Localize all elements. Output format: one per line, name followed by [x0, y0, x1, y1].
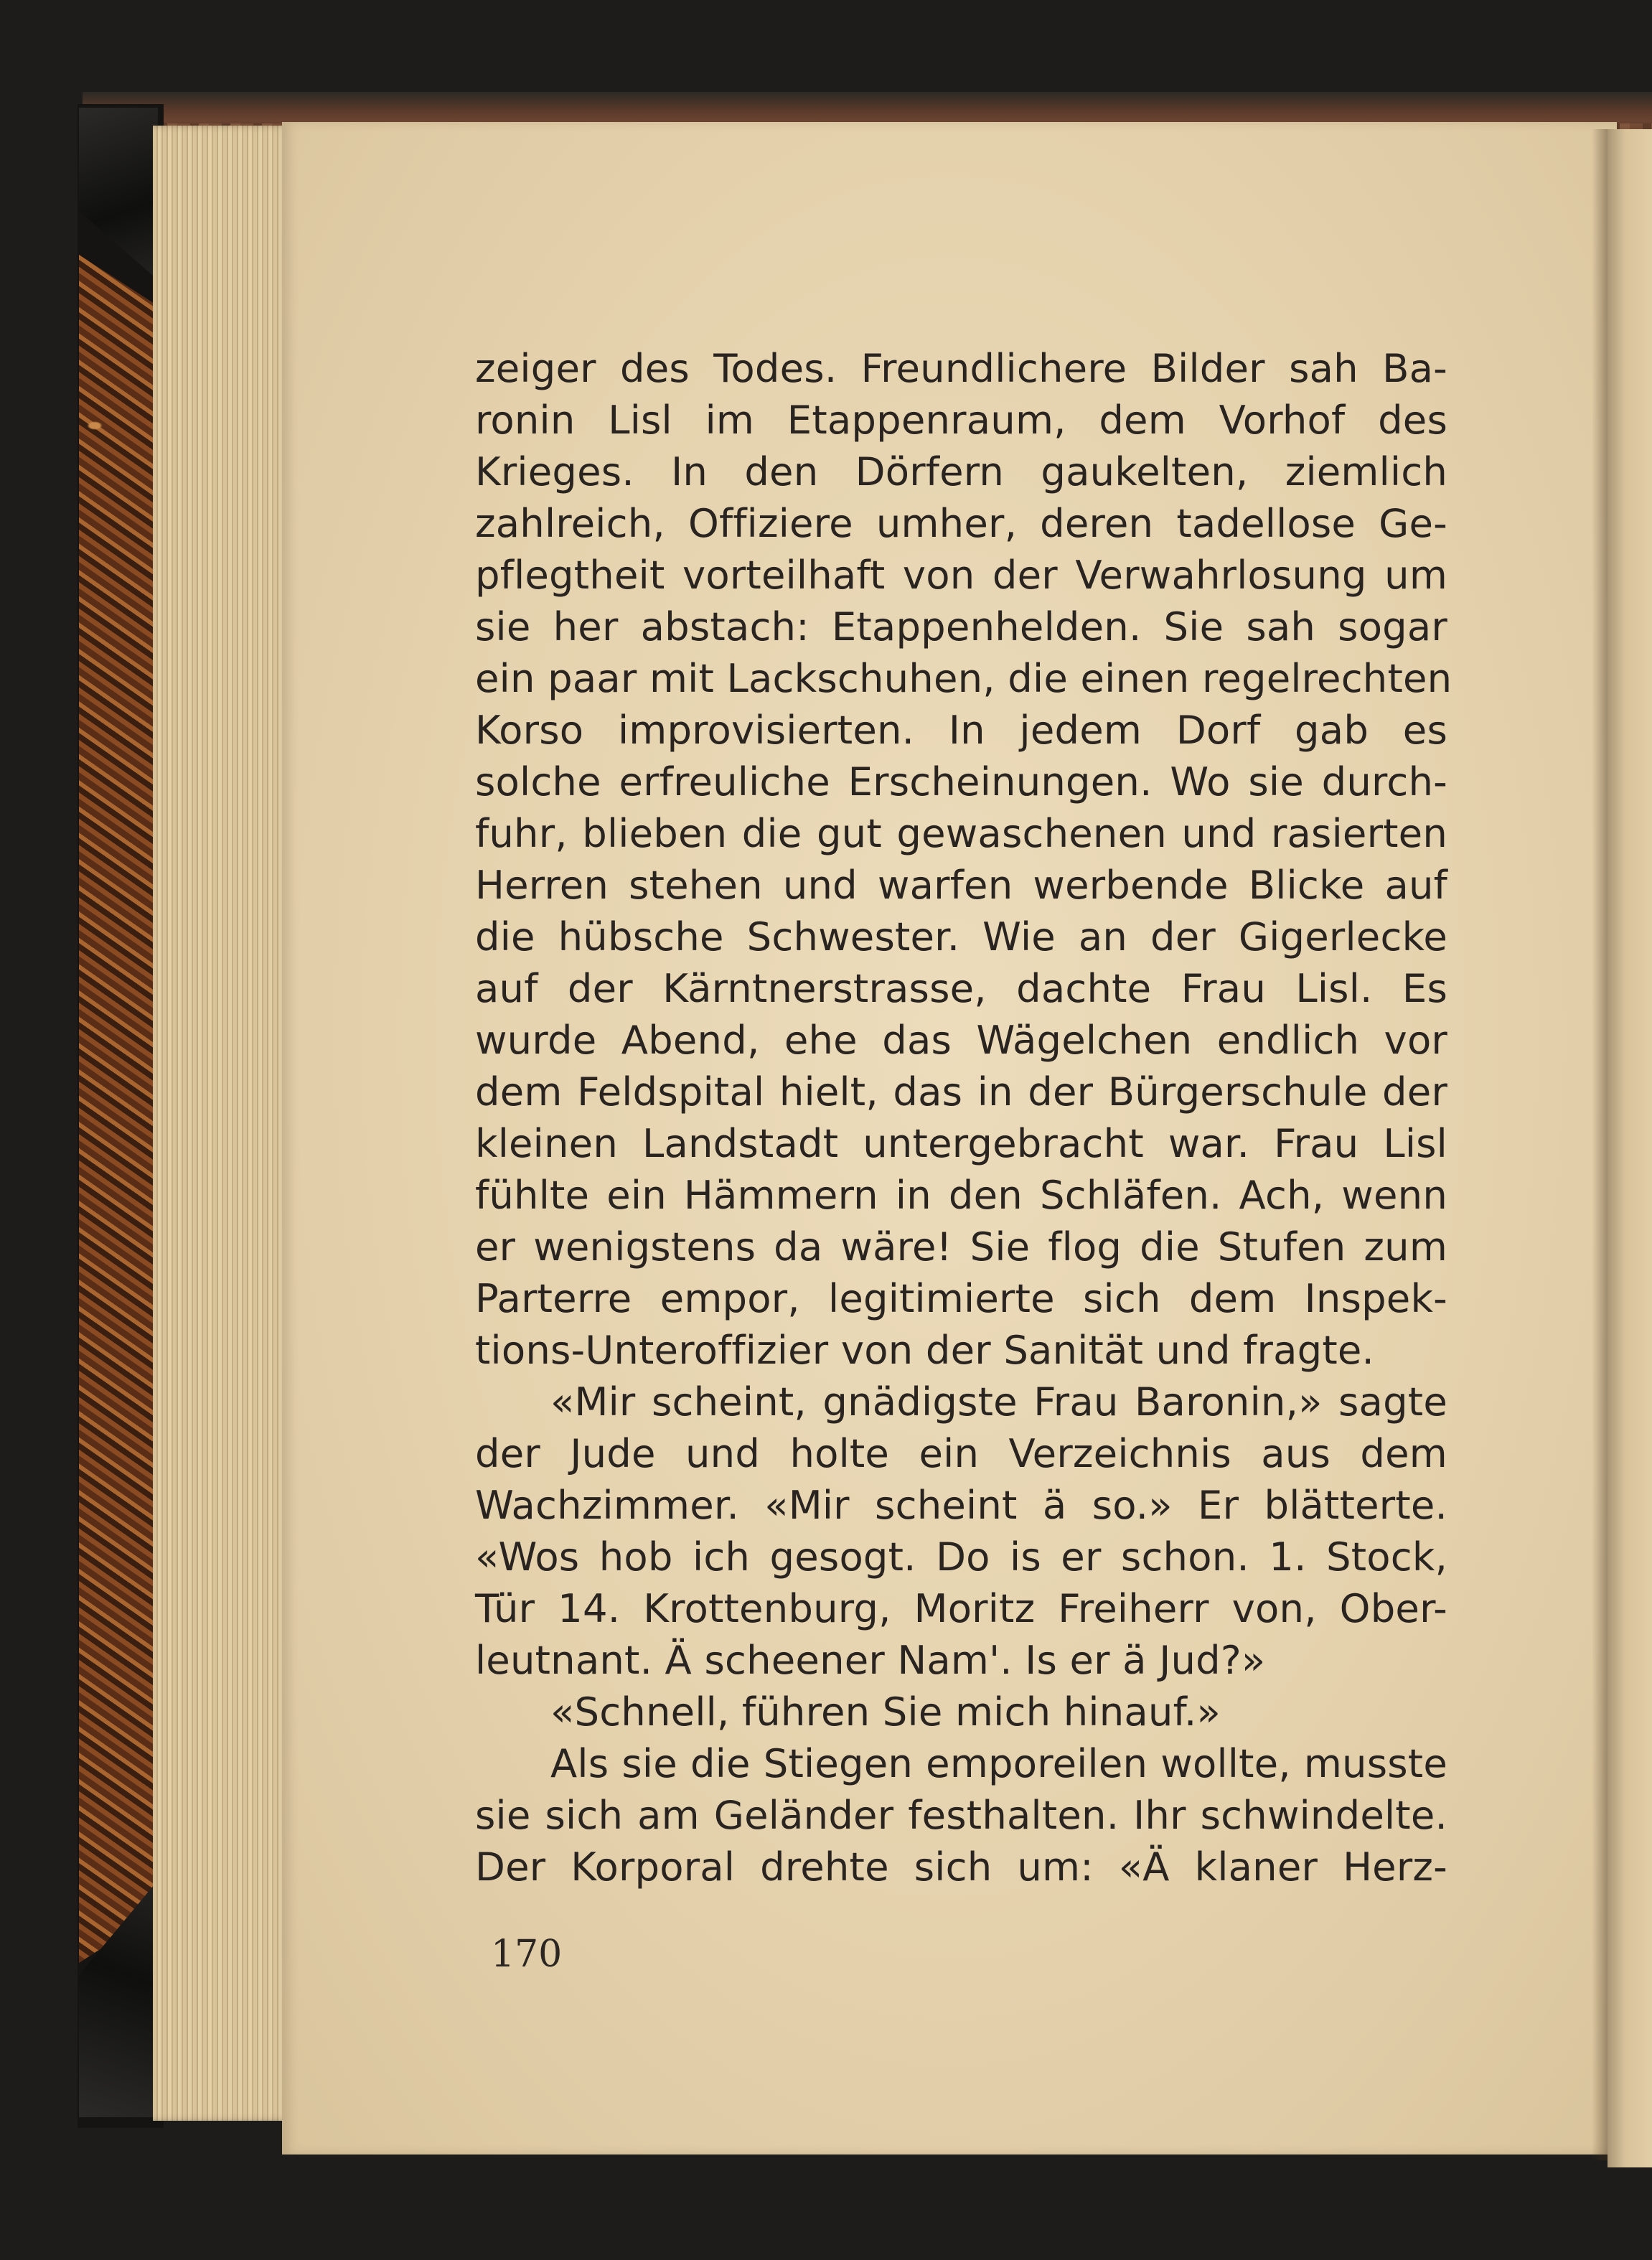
- text-line: sie sich am Geländer festhalten. Ihr schwindelte.: [475, 1793, 1447, 1838]
- text-line: der Jude und holte ein Verzeichnis aus dem: [475, 1431, 1447, 1476]
- text-line: die hübsche Schwester. Wie an der Gigerlecke: [475, 914, 1447, 960]
- text-line: ronin Lisl im Etappenraum, dem Vorhof des: [475, 398, 1447, 443]
- text-line: sie her abstach: Etappenhelden. Sie sah sogar: [475, 604, 1447, 650]
- text-line: er wenigstens da wäre! Sie flog die Stufen zum: [475, 1224, 1447, 1270]
- text-line: Der Korporal drehte sich um: «Ä klaner Herz-: [475, 1844, 1447, 1890]
- page-edge-stack: [153, 126, 289, 2121]
- text-line: leutnant. Ä scheener Nam'. Is er ä Jud?»: [475, 1638, 1266, 1683]
- text-line: tions-Unteroffizier von der Sanität und fragte.: [475, 1328, 1375, 1373]
- text-line: auf der Kärntnerstrasse, dachte Frau Lisl. Es: [475, 966, 1447, 1011]
- text-line: «Schnell, führen Sie mich hinauf.»: [550, 1689, 1221, 1735]
- text-line: pflegtheit vorteilhaft von der Verwahrlosung um: [475, 553, 1447, 598]
- text-line: wurde Abend, ehe das Wägelchen endlich vor: [475, 1018, 1447, 1063]
- text-line: ein paar mit Lackschuhen, die einen regelrechten: [475, 656, 1452, 701]
- text-line: Krieges. In den Dörfern gaukelten, ziemlich: [475, 449, 1447, 494]
- text-line: fühlte ein Hämmern in den Schläfen. Ach, wenn: [475, 1173, 1447, 1218]
- page-number: 170: [491, 1933, 563, 1976]
- text-line: kleinen Landstadt untergebracht war. Frau Lisl: [475, 1121, 1447, 1166]
- text-line: Parterre empor, legitimierte sich dem Inspek-: [475, 1276, 1447, 1321]
- page-body-text: [475, 343, 1452, 1893]
- text-line: Korso improvisierten. In jedem Dorf gab es: [475, 708, 1447, 753]
- text-line: solche erfreuliche Erscheinungen. Wo sie durch-: [475, 759, 1447, 805]
- text-line: Tür 14. Krottenburg, Moritz Freiherr von, Ober-: [475, 1586, 1447, 1631]
- text-line: dem Feldspital hielt, das in der Bürgerschule der: [475, 1069, 1447, 1115]
- text-line: «Mir scheint, gnädigste Frau Baronin,» sagte: [550, 1379, 1447, 1425]
- text-line: fuhr, blieben die gut gewaschenen und rasierten: [475, 811, 1447, 856]
- marbled-cover-paper: [79, 255, 158, 1963]
- text-line: Wachzimmer. «Mir scheint ä so.» Er blätterte.: [475, 1483, 1447, 1528]
- facing-page-edge: [1608, 129, 1652, 2167]
- text-line: «Wos hob ich gesogt. Do is er schon. 1. Stock,: [475, 1534, 1447, 1580]
- text-line: zeiger des Todes. Freundlichere Bilder sah Ba-: [475, 346, 1447, 391]
- text-line: Als sie die Stiegen emporeilen wollte, musste: [550, 1741, 1447, 1786]
- text-line: Herren stehen und warfen werbende Blicke auf: [475, 863, 1447, 908]
- text-line: zahlreich, Offiziere umher, deren tadellose Ge-: [475, 501, 1447, 546]
